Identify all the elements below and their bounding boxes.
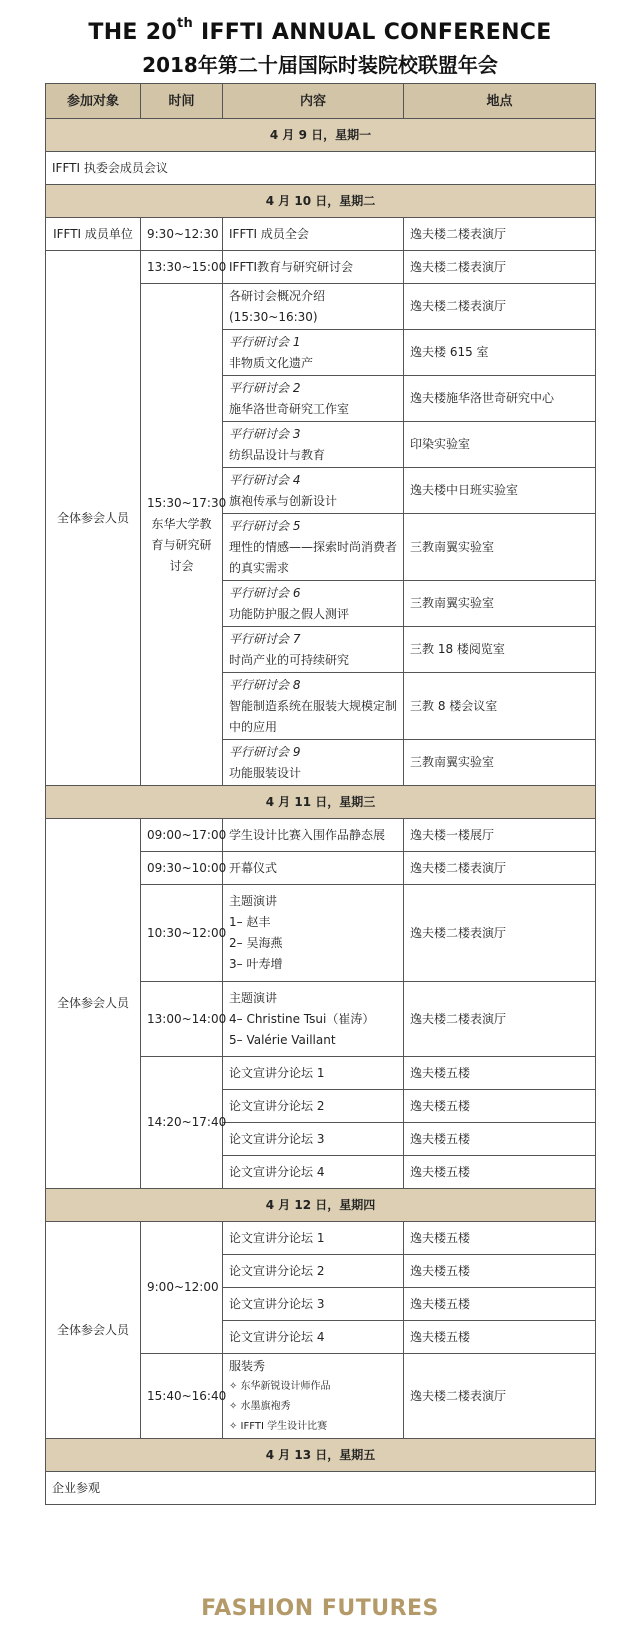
table-row: 企业参观 [46,1472,596,1505]
table-row: 15:30~17:30 东华大学教育与研究研讨会 各研讨会概况介绍 (15:30~16:30) 逸夫楼二楼表演厅 [46,284,596,330]
table-row: 论文宣讲分论坛 4 逸夫楼五楼 [46,1321,596,1354]
table-row: 10:30~12:00 主题演讲 1– 赵丰 2– 吴海燕 3– 叶寿增 逸夫楼二楼表演厅 [46,885,596,982]
schedule-table [45,83,596,1505]
table-row: IFFTI 成员单位 9:30~12:30 IFFTI 成员全会 逸夫楼二楼表演厅 [46,218,596,251]
audience-cell: 全体参会人员 [46,819,141,1189]
table-row: 14:20~17:40 论文宣讲分论坛 1 逸夫楼五楼 [46,1057,596,1090]
day-row-apr11: 4 月 11 日，星期三 [46,786,596,819]
table-row: 平行研讨会 3 纺织品设计与教育 印染实验室 [46,422,596,468]
day-row-apr13: 4 月 13 日，星期五 [46,1439,596,1472]
table-row: 13:00~14:00 主题演讲 4– Christine Tsui（崔涛） 5– Valérie Vaillant 逸夫楼二楼表演厅 [46,982,596,1057]
header-audience: 参加对象 [46,84,141,119]
table-row: 论文宣讲分论坛 2 逸夫楼五楼 [46,1090,596,1123]
header-content: 内容 [223,84,404,119]
table-row: 论文宣讲分论坛 3 逸夫楼五楼 [46,1288,596,1321]
table-row: 平行研讨会 2 施华洛世奇研究工作室 逸夫楼施华洛世奇研究中心 [46,376,596,422]
table-row: 09:30~10:00 开幕仪式 逸夫楼二楼表演厅 [46,852,596,885]
table-row: 论文宣讲分论坛 3 逸夫楼五楼 [46,1123,596,1156]
day-row-apr12: 4 月 12 日，星期四 [46,1189,596,1222]
footer-tagline: FASHION FUTURES [201,1596,439,1621]
day-row-apr9: 4 月 9 日，星期一 [46,119,596,152]
table-row: 全体参会人员 09:00~17:00 学生设计比赛入围作品静态展 逸夫楼一楼展厅 [46,819,596,852]
day-row-apr10: 4 月 10 日，星期二 [46,185,596,218]
table-row: 全体参会人员 13:30~15:00 IFFTI教育与研究研讨会 逸夫楼二楼表演厅 [46,251,596,284]
header-time: 时间 [141,84,223,119]
header-row [46,84,596,119]
table-row: 平行研讨会 5 理性的情感——探索时尚消费者的真实需求 三教南翼实验室 [46,514,596,581]
table-row: 论文宣讲分论坛 4 逸夫楼五楼 [46,1156,596,1189]
table-row: IFFTI 执委会成员会议 [46,152,596,185]
audience-cell: 全体参会人员 [46,1222,141,1439]
table-row: 平行研讨会 1 非物质文化遗产 逸夫楼 615 室 [46,330,596,376]
table-row: 平行研讨会 6 功能防护服之假人测评 三教南翼实验室 [46,581,596,627]
audience-cell: 全体参会人员 [46,251,141,786]
table-row: 平行研讨会 4 旗袍传承与创新设计 逸夫楼中日班实验室 [46,468,596,514]
title-english: THE 20th IFFTI ANNUAL CONFERENCE [88,16,552,45]
table-row: 平行研讨会 7 时尚产业的可持续研究 三教 18 楼阅览室 [46,627,596,673]
table-row: 全体参会人员 9:00~12:00 论文宣讲分论坛 1 逸夫楼五楼 [46,1222,596,1255]
table-row: 论文宣讲分论坛 2 逸夫楼五楼 [46,1255,596,1288]
table-row: 平行研讨会 8 智能制造系统在服装大规模定制中的应用 三教 8 楼会议室 [46,673,596,740]
title-chinese: 2018年第二十届国际时装院校联盟年会 [142,53,498,77]
time-cell: 15:30~17:30 东华大学教育与研究研讨会 [141,284,223,786]
header-location: 地点 [404,84,596,119]
table-row: 平行研讨会 9 功能服装设计 三教南翼实验室 [46,740,596,786]
table-row: 15:40~16:40 服装秀 ✧ 东华新锐设计师作品 ✧ 水墨旗袍秀 ✧ IFFTI 学生设计比赛 逸夫楼二楼表演厅 [46,1354,596,1439]
